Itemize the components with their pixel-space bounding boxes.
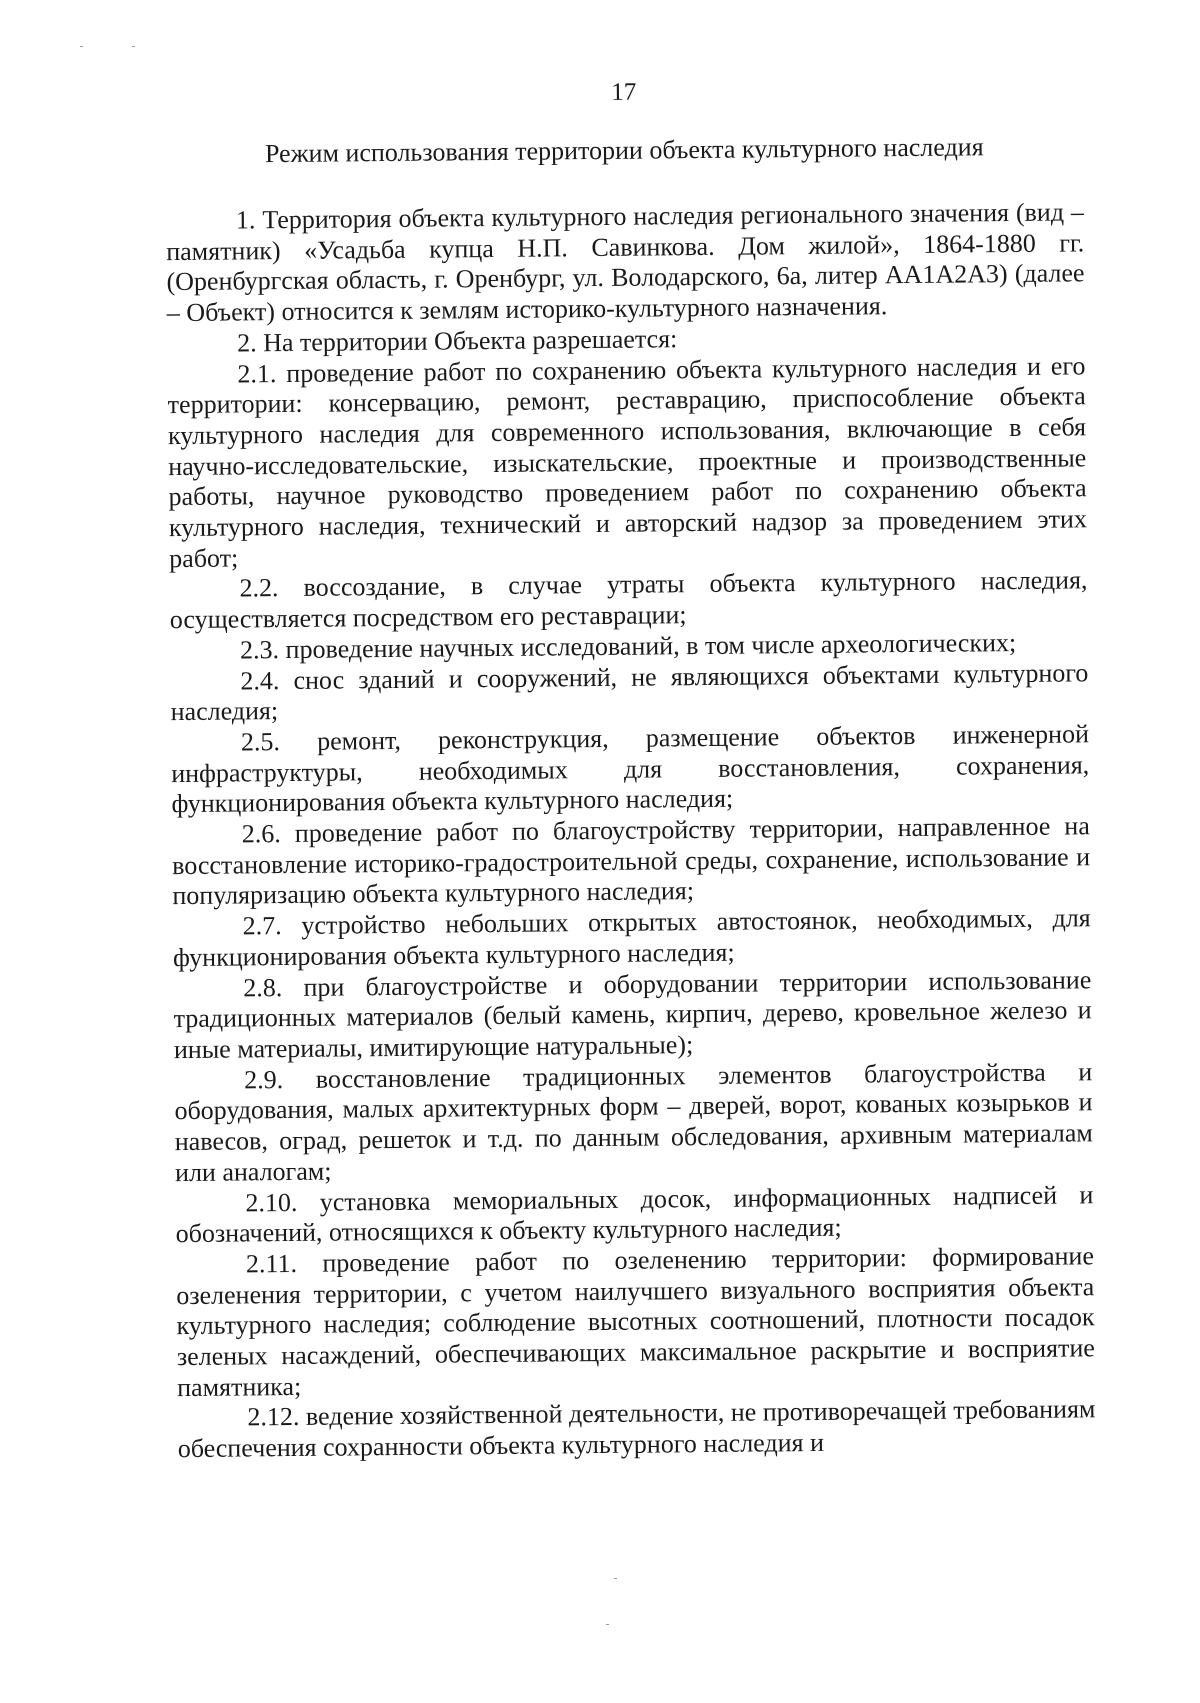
scan-speck <box>132 46 135 47</box>
paragraph-2-3: 2.3. проведение научных исследований, в том числе археологических; <box>239 627 1017 665</box>
paragraph-2: 2. На территории Объекта разрешается: <box>236 324 678 358</box>
document-title: Режим использования территории объекта культурного наследия <box>264 132 984 169</box>
paragraph-2-9: 2.9. восстановление традиционных элементов благоустройства и оборудования, малых архитектурных форм – дверей, ворот, кованых козырьков и навесов, оград, решеток и т.д. по данным обследования, архивным материалам или аналогам; <box>174 1056 1093 1187</box>
page-number: 17 <box>611 78 637 106</box>
paragraph-2-2: 2.2. воссоздание, в случае утраты объекта культурного наследия, осуществляется посредством его реставрации; <box>169 565 1088 635</box>
scan-speck <box>606 1624 609 1625</box>
paragraph-2-4: 2.4. снос зданий и сооружений, не являющихся объектами культурного наследия; <box>170 657 1089 727</box>
paragraph-2-12: 2.12. ведение хозяйственной деятельности, не противоречащей требованиям обеспечения сохранности объекта культурного наследия и <box>177 1394 1096 1464</box>
paragraph-1: 1. Территория объекта культурного наследия регионального значения (вид – памятник) «Усадьба купца Н.П. Савинкова. Дом жилой», 1864-1880 гг. (Оренбургская область, г. Оренбург, ул. Володарского, 6а, литер АА1А2А3) (далее – Объект) относится к землям историко-культурного назначения. <box>166 197 1085 328</box>
paragraph-2-11: 2.11. проведение работ по озеленению территории: формирование озеленения территории, с учетом наилучшего визуального восприятия объекта культурного наследия; соблюдение высотных соотношений, плотности посадок зеленых насаждений, обеспечивающих максимальное раскрытие и восприятие памятника; <box>176 1241 1095 1402</box>
paragraph-2-10: 2.10. установка мемориальных досок, информационных надписей и обозначений, относящихся к объекту культурного наследия; <box>175 1179 1094 1249</box>
scan-speck <box>614 1578 617 1579</box>
scan-speck <box>80 46 83 47</box>
paragraph-2-1: 2.1. проведение работ по сохранению объекта культурного наследия и его территории: консервацию, ремонт, реставрацию, приспособление объекта культурного наследия для современного использования, включающие в себя научно-исследовательские, изыскательские, проектные и производственные работы, научное руководство проведением работ по сохранению объекта культурного наследия, технический и авторский надзор за проведением этих работ; <box>167 350 1087 573</box>
document-body <box>166 197 1096 1465</box>
paragraph-2-7: 2.7. устройство небольших открытых автостоянок, необходимых, для функционирования объекта культурного наследия; <box>172 903 1091 972</box>
paragraph-2-5: 2.5. ремонт, реконструкция, размещение объектов инженерной инфраструктуры, необходимых для восстановления, сохранения, функционирования объекта культурного наследия; <box>171 719 1090 819</box>
paragraph-2-6: 2.6. проведение работ по благоустройству территории, направленное на восстановление историко-градостроительной среды, сохранение, использование и популяризацию объекта культурного наследия; <box>172 811 1091 911</box>
paragraph-2-8: 2.8. при благоустройстве и оборудовании территории использование традиционных материалов (белый камень, кирпич, дерево, кровельное железо и иные материалы, имитирующие натуральные); <box>173 964 1092 1065</box>
